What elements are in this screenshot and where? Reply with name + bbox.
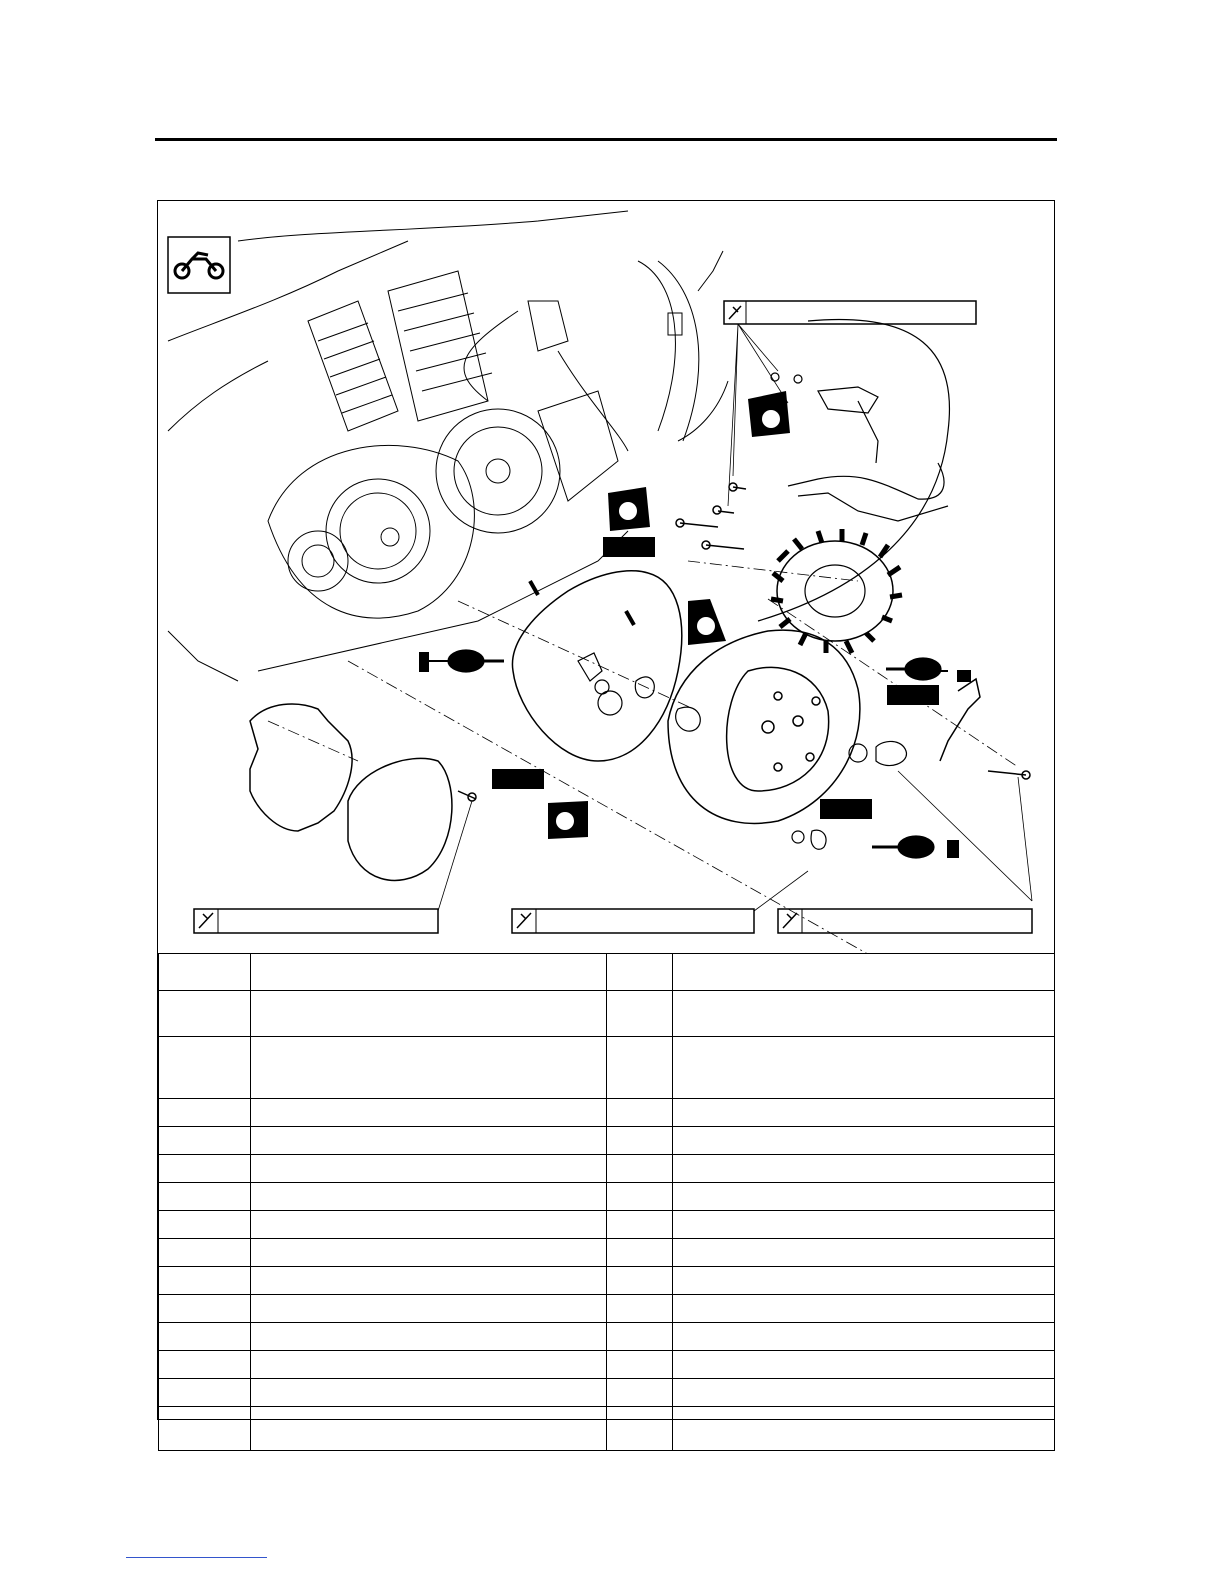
footer-link-underline[interactable] xyxy=(126,1557,267,1558)
diagram-frame xyxy=(157,200,1055,1420)
generator-cover xyxy=(668,630,860,823)
motorcycle-icon xyxy=(168,237,230,293)
table-cell xyxy=(673,1211,1055,1239)
table-row xyxy=(159,1323,1055,1351)
table-cell xyxy=(251,1379,607,1407)
table-cell xyxy=(251,1239,607,1267)
table-cell xyxy=(673,1127,1055,1155)
table-cell xyxy=(673,1407,1055,1451)
table-cell xyxy=(159,1183,251,1211)
table-cell xyxy=(607,1323,673,1351)
table-cell xyxy=(159,954,251,991)
table-cell xyxy=(607,1183,673,1211)
table-row xyxy=(159,1037,1055,1099)
table-cell xyxy=(159,1295,251,1323)
table-cell xyxy=(251,1323,607,1351)
table-cell xyxy=(607,1407,673,1451)
engine-assembly xyxy=(168,211,728,681)
table-cell xyxy=(251,1267,607,1295)
bearing xyxy=(635,677,654,698)
table-cell xyxy=(159,1127,251,1155)
table-cell xyxy=(159,1267,251,1295)
table-cell xyxy=(673,1267,1055,1295)
table-cell xyxy=(607,1211,673,1239)
table-cell xyxy=(251,1155,607,1183)
sealant-tube-icon xyxy=(748,391,790,437)
table-cell xyxy=(673,1295,1055,1323)
table-cell xyxy=(251,1211,607,1239)
crankshaft-plug xyxy=(811,830,826,849)
table-cell xyxy=(607,1099,673,1127)
generator-cover-plate xyxy=(348,758,452,880)
table-cell xyxy=(607,991,673,1037)
bolt xyxy=(458,483,1030,801)
table-cell xyxy=(251,1295,607,1323)
table-cell xyxy=(159,1407,251,1451)
table-cell xyxy=(607,1037,673,1099)
oil-level-plug xyxy=(578,653,602,681)
table-cell xyxy=(159,1379,251,1407)
table-row xyxy=(159,1267,1055,1295)
o-ring xyxy=(595,680,609,694)
table-cell xyxy=(159,1211,251,1239)
table-cell xyxy=(673,1379,1055,1407)
table-cell xyxy=(673,1099,1055,1127)
table-row xyxy=(159,1155,1055,1183)
table-cell xyxy=(159,1099,251,1127)
table-cell xyxy=(251,954,607,991)
timing-plug xyxy=(876,741,906,765)
new-part-label xyxy=(820,799,872,819)
grease-gun-icon xyxy=(420,650,504,672)
table-row xyxy=(159,954,1055,991)
grease-gun-icon xyxy=(886,658,970,681)
table-cell xyxy=(607,1295,673,1323)
table-row xyxy=(159,1379,1055,1407)
table-cell xyxy=(251,1351,607,1379)
exploded-view-diagram xyxy=(158,201,1056,953)
table-cell xyxy=(159,1323,251,1351)
table-cell xyxy=(251,1099,607,1127)
table-cell xyxy=(673,991,1055,1037)
torque-callout-bottom-middle xyxy=(512,871,808,933)
table-cell xyxy=(159,1239,251,1267)
table-cell xyxy=(673,1351,1055,1379)
header-rule xyxy=(155,138,1057,141)
table-cell xyxy=(251,1037,607,1099)
table-cell xyxy=(159,1155,251,1183)
table-row xyxy=(159,1295,1055,1323)
bearing xyxy=(676,707,701,731)
table-cell xyxy=(673,1239,1055,1267)
new-part-label xyxy=(887,685,939,705)
table-cell xyxy=(673,954,1055,991)
sealant-tube-icon xyxy=(688,599,726,645)
table-row xyxy=(159,1211,1055,1239)
sealant-tube-icon xyxy=(548,801,588,839)
table-cell xyxy=(607,1379,673,1407)
table-cell xyxy=(673,1183,1055,1211)
wire-bracket xyxy=(940,679,980,761)
sealant-tube-icon xyxy=(608,487,650,531)
table-row xyxy=(159,1239,1055,1267)
decorative-cover xyxy=(250,704,352,831)
new-part-label xyxy=(603,537,655,557)
table-row xyxy=(159,991,1055,1037)
table-cell xyxy=(673,1037,1055,1099)
table-row xyxy=(159,1183,1055,1211)
gasket xyxy=(512,571,681,761)
table-cell xyxy=(607,1127,673,1155)
table-cell xyxy=(607,954,673,991)
table-cell xyxy=(607,1267,673,1295)
new-part-label xyxy=(492,769,544,789)
table-cell xyxy=(673,1155,1055,1183)
table-cell xyxy=(251,1407,607,1451)
parts-table xyxy=(158,953,1055,1451)
table-cell xyxy=(607,1239,673,1267)
table-row xyxy=(159,1351,1055,1379)
table-cell xyxy=(159,991,251,1037)
table-row xyxy=(159,1127,1055,1155)
o-ring xyxy=(792,831,804,843)
table-cell xyxy=(251,991,607,1037)
table-cell xyxy=(607,1155,673,1183)
table-cell xyxy=(159,1037,251,1099)
table-cell xyxy=(607,1351,673,1379)
table-cell xyxy=(251,1183,607,1211)
grease-gun-icon xyxy=(872,836,958,858)
oil-seal xyxy=(598,691,622,715)
table-cell xyxy=(251,1127,607,1155)
table-row xyxy=(159,1099,1055,1127)
stator-coil-assembly xyxy=(758,319,949,653)
table-row xyxy=(159,1407,1055,1451)
table-cell xyxy=(159,1351,251,1379)
table-cell xyxy=(673,1323,1055,1351)
